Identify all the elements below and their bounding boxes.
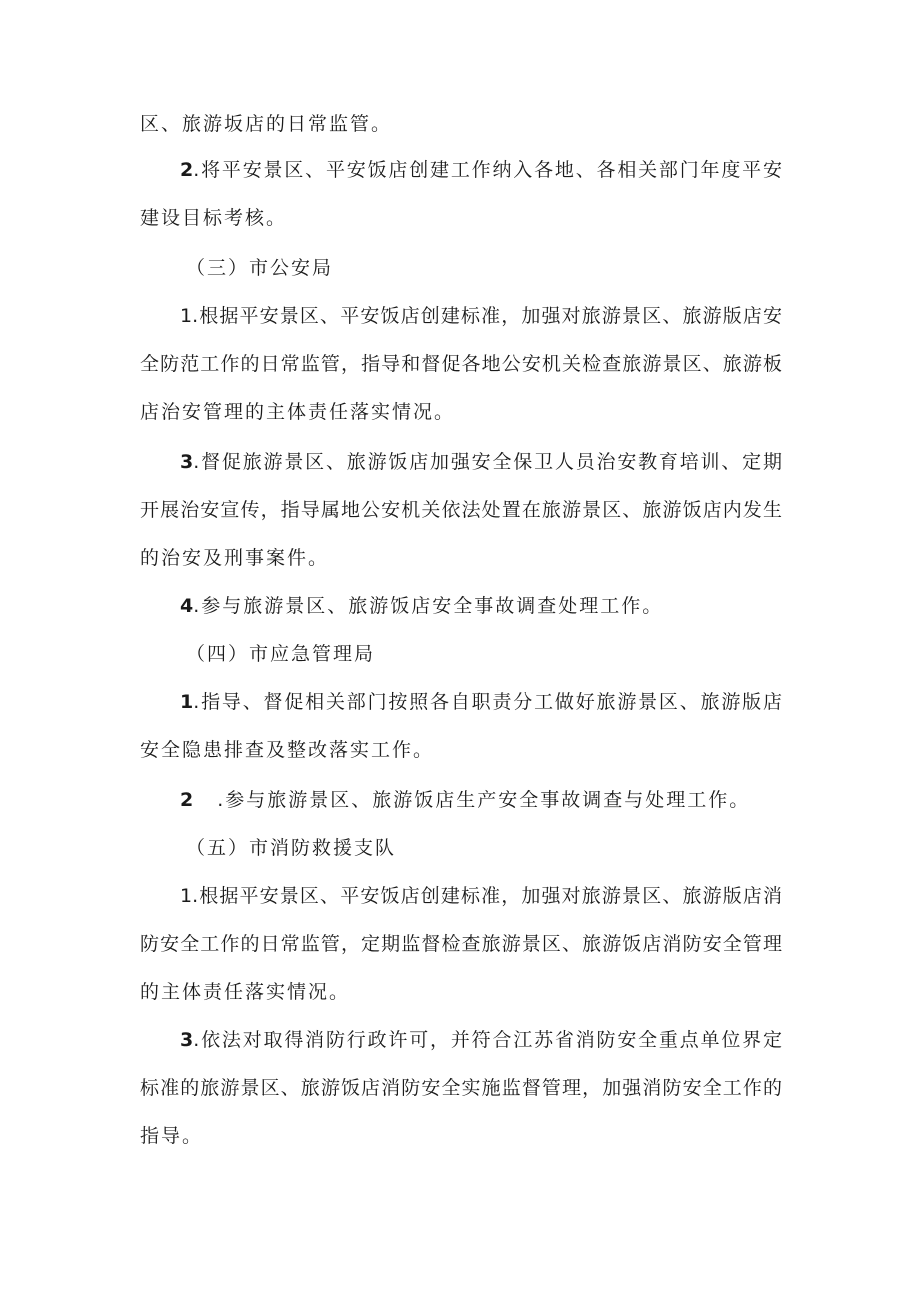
paragraph-line <box>180 788 750 812</box>
section-heading <box>186 256 333 280</box>
heading-text: （五）市消防救援支队 <box>186 837 397 859</box>
line-text: 1.根据平安景区、平安饭店创建标准，加强对旅游景区、旅游版店安 <box>180 305 782 327</box>
line-text: 指导。 <box>140 1125 204 1147</box>
paragraph-line <box>140 498 782 522</box>
paragraph-line <box>140 206 287 230</box>
line-text: 标准的旅游景区、旅游饭店消防安全实施监督管理，加强消防安全工作的 <box>140 1077 782 1099</box>
paragraph-line <box>140 1076 782 1100</box>
line-text: 全防范工作的日常监管，指导和督促各地公安机关检查旅游景区、旅游板 <box>140 353 782 375</box>
heading-text: （四）市应急管理局 <box>186 643 376 665</box>
item-number: 3 <box>180 451 194 473</box>
paragraph-line <box>180 304 782 328</box>
item-number: 4 <box>180 595 194 617</box>
line-text: 开展治安宣传，指导属地公安机关依法处置在旅游景区、旅游饭店内发生 <box>140 499 782 521</box>
paragraph-line <box>140 932 782 956</box>
line-text: .督促旅游景区、旅游饭店加强安全保卫人员治安教育培训、定期 <box>193 451 782 473</box>
paragraph-line <box>180 884 782 908</box>
paragraph-line <box>180 158 782 182</box>
line-text: .依法对取得消防行政许可，并符合江苏省消防安全重点单位界定 <box>193 1029 782 1051</box>
section-heading <box>186 836 396 860</box>
paragraph-line <box>140 352 782 376</box>
line-text: 防安全工作的日常监管，定期监督检查旅游景区、旅游饭店消防安全管理 <box>140 933 782 955</box>
line-text: 的治安及刑事案件。 <box>140 547 330 569</box>
line-text: 店治安管理的主体责任落实情况。 <box>140 401 456 423</box>
line-text: 1.根据平安景区、平安饭店创建标准，加强对旅游景区、旅游版店消 <box>180 885 782 907</box>
paragraph-line <box>140 400 455 424</box>
line-text: .指导、督促相关部门按照各自职责分工做好旅游景区、旅游版店 <box>193 691 782 713</box>
paragraph-line <box>140 112 392 136</box>
item-number: 1 <box>180 691 194 713</box>
paragraph-line <box>180 450 782 474</box>
line-text: 区、旅游坂店的日常监管。 <box>140 113 393 135</box>
paragraph-line <box>140 980 350 1004</box>
heading-text: （三）市公安局 <box>186 257 334 279</box>
paragraph-line <box>140 738 434 762</box>
paragraph-line <box>140 546 329 570</box>
section-heading <box>186 642 375 666</box>
item-number: 2 <box>180 789 194 811</box>
line-text: 的主体责任落实情况。 <box>140 981 351 1003</box>
paragraph-line <box>180 1028 782 1052</box>
paragraph-line <box>180 690 782 714</box>
line-text: .将平安景区、平安饭店创建工作纳入各地、各相关部门年度平安 <box>193 159 782 181</box>
paragraph-line <box>180 594 663 618</box>
item-number: 3 <box>180 1029 194 1051</box>
paragraph-line <box>140 1124 203 1148</box>
line-text: .参与旅游景区、旅游饭店安全事故调查处理工作。 <box>193 595 664 617</box>
line-text: 安全隐患排查及整改落实工作。 <box>140 739 435 761</box>
line-text: 建设目标考核。 <box>140 207 288 229</box>
line-text: .参与旅游景区、旅游饭店生产安全事故调查与处理工作。 <box>217 789 751 811</box>
item-number: 2 <box>180 159 194 181</box>
